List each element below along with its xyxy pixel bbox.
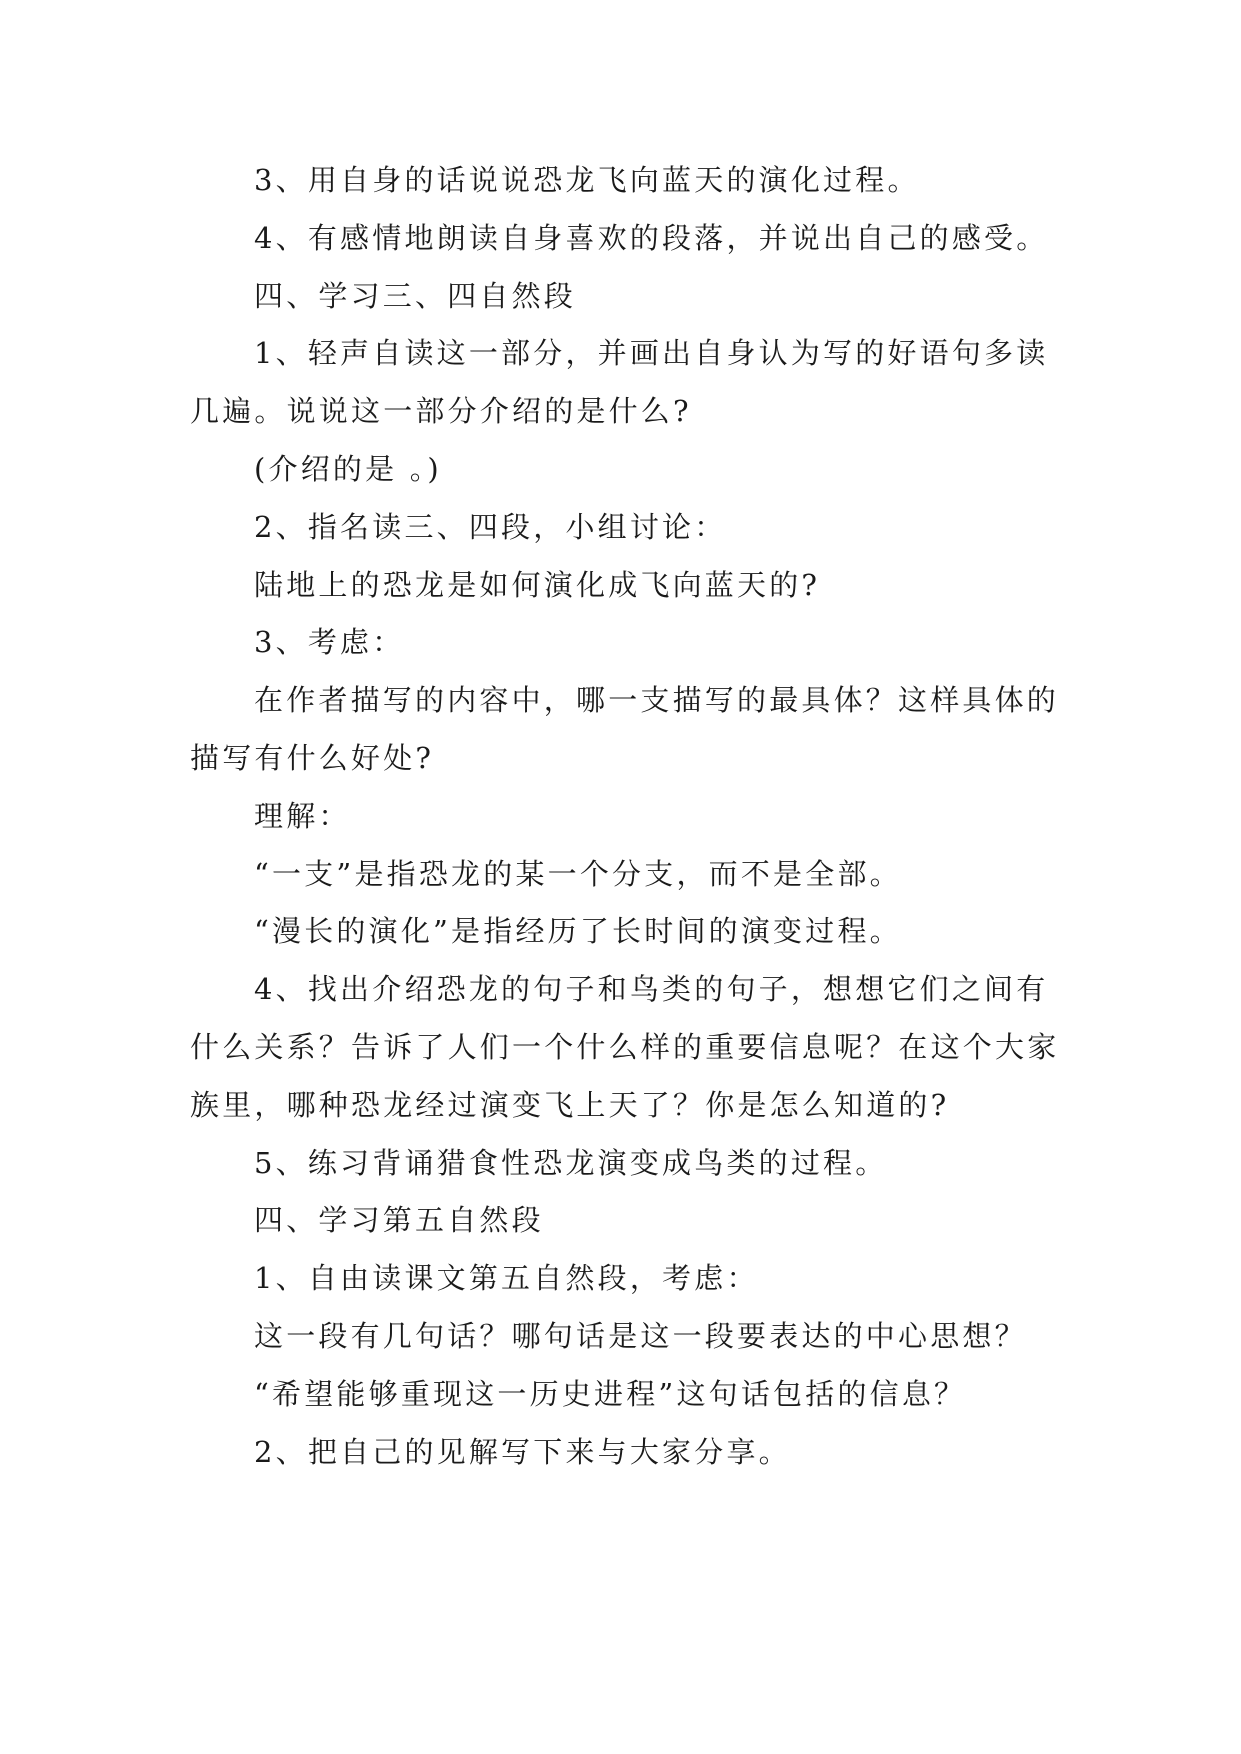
paragraph: 1、自由读课文第五自然段，考虑：	[254, 1261, 759, 1296]
paragraph: “一支”是指恐龙的某一个分支，而不是全部。	[254, 856, 902, 891]
document-body	[190, 152, 1062, 1481]
paragraph: 4、有感情地朗读自身喜欢的段落，并说出自己的感受。	[254, 220, 1049, 255]
paragraph: 3、用自身的话说说恐龙飞向蓝天的演化过程。	[254, 163, 920, 197]
paragraph: 5、练习背诵猎食性恐龙演变成鸟类的过程。	[254, 1145, 888, 1180]
paragraph: 3、考虑：	[254, 625, 405, 660]
paragraph: 陆地上的恐龙是如何演化成飞向蓝天的?	[254, 567, 821, 602]
paragraph: (介绍的是 。)	[254, 451, 442, 486]
paragraph: 1、轻声自读这一部分，并画出自身认为写的好语句多读几遍。说说这一部分介绍的是什么?	[190, 336, 1049, 429]
section-heading: 四、学习三、四自然段	[254, 278, 577, 313]
paragraph: 在作者描写的内容中，哪一支描写的最具体？这样具体的描写有什么好处?	[190, 683, 1060, 775]
paragraph: 理解：	[254, 798, 351, 833]
paragraph: 4、找出介绍恐龙的句子和鸟类的句子，想想它们之间有什么关系？告诉了人们一个什么样的重要信息呢？在这个大家族里，哪种恐龙经过演变飞上天了？你是怎么知道的?	[190, 972, 1060, 1122]
section-heading: 四、学习第五自然段	[254, 1203, 544, 1238]
paragraph: 2、把自己的见解写下来与大家分享。	[254, 1434, 791, 1469]
paragraph: 这一段有几句话？哪句话是这一段要表达的中心思想？	[254, 1318, 1027, 1353]
paragraph: “希望能够重现这一历史进程”这句话包括的信息？	[254, 1376, 967, 1411]
paragraph: “漫长的演化”是指经历了长时间的演变过程。	[254, 914, 902, 949]
paragraph: 2、指名读三、四段，小组讨论：	[254, 509, 727, 544]
